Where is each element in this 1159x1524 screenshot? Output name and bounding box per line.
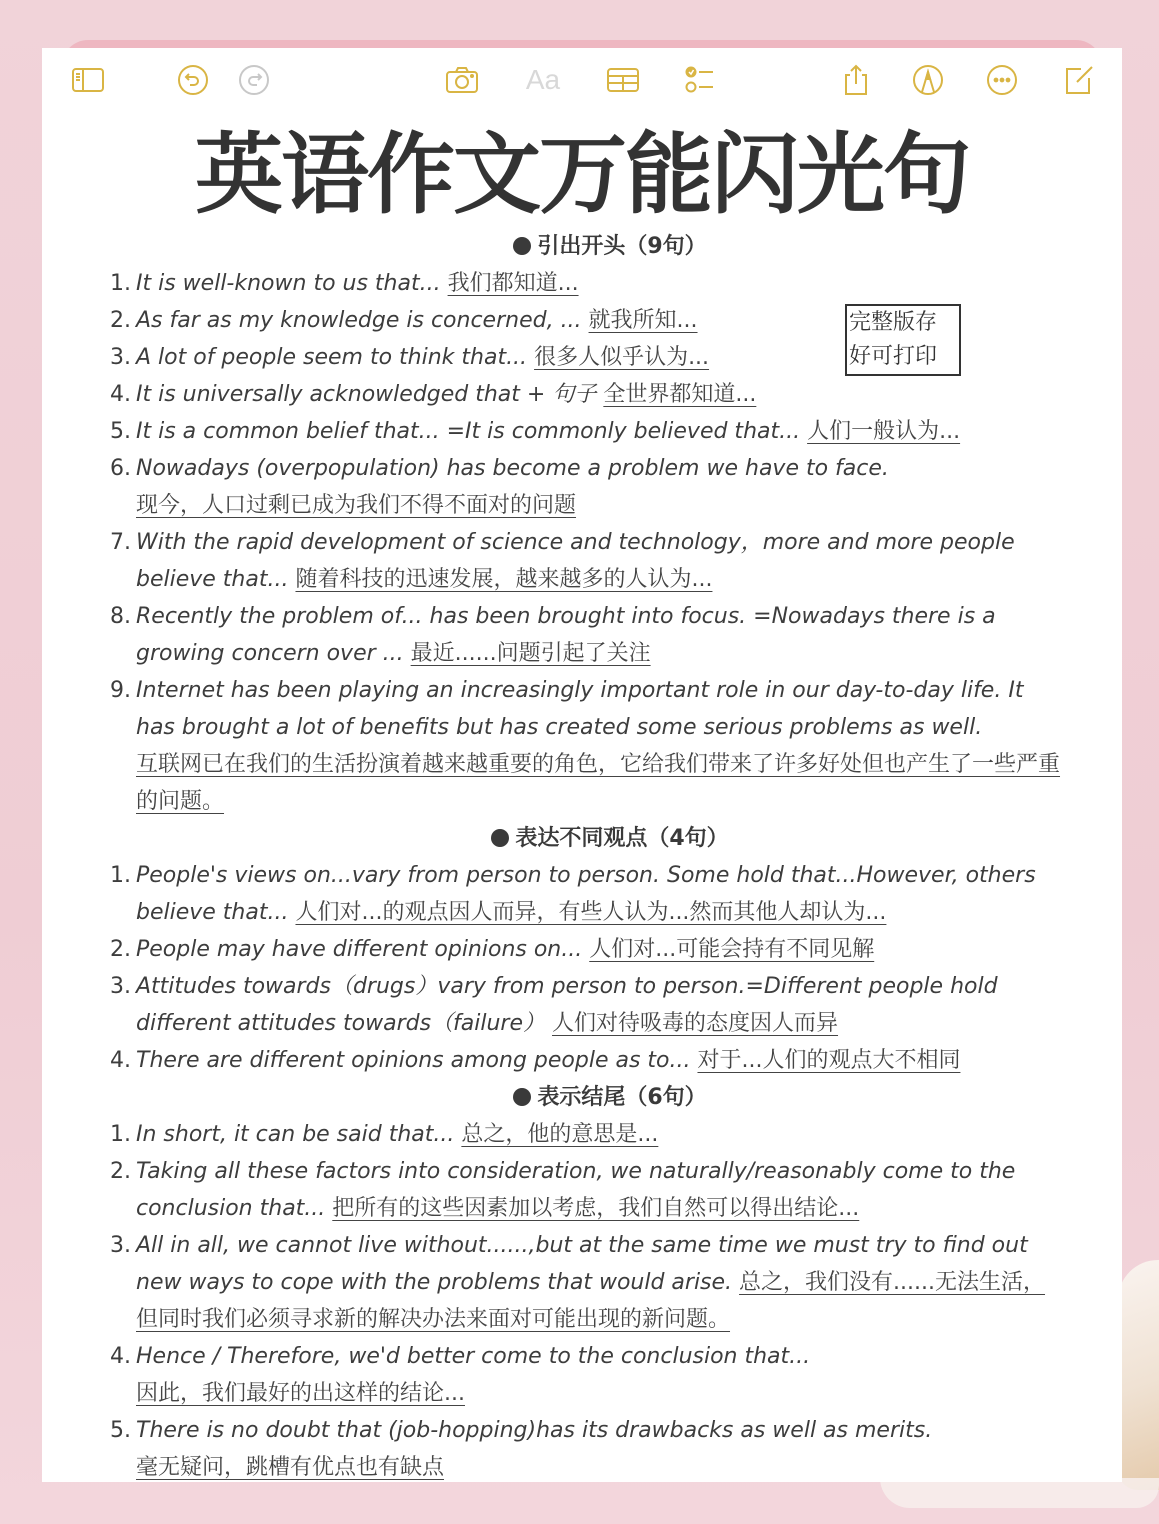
list-item: 3. All in all, we cannot live without......,but at the same time we must try to find out new ways to cope with the problems that would arise. 总之，我们没有......无法生活，但同时我们必须寻求新的解决办法来面对可能出现的新问题。 bbox=[110, 1233, 1046, 1332]
note-body[interactable] bbox=[110, 228, 1060, 1486]
decorative-flower bbox=[1118, 1260, 1159, 1490]
undo-icon[interactable] bbox=[175, 62, 211, 98]
sidebar-icon[interactable] bbox=[70, 62, 106, 98]
list-item: 2. People may have different opinions on... 人们对...可能会持有不同见解 bbox=[110, 937, 875, 962]
list-item: 2. Taking all these factors into consideration, we naturally/reasonably come to the conclusion that... 把所有的这些因素加以考虑，我们自然可以得出结论... bbox=[110, 1159, 1016, 1221]
section-header-conclusion: 表示结尾（6句） bbox=[110, 1079, 1060, 1116]
list-item: 4. Hence / Therefore, we'd better come to the conclusion that... 因此，我们最好的出这样的结论... bbox=[110, 1344, 811, 1406]
list-item: 8. Recently the problem of... has been brought into focus. =Nowadays there is a growing concern over ... 最近......问题引起了关注 bbox=[110, 604, 996, 666]
bullet-icon bbox=[491, 829, 509, 847]
notes-toolbar bbox=[42, 48, 1122, 112]
more-icon[interactable] bbox=[984, 62, 1020, 98]
list-item: 3. A lot of people seem to think that... 很多人似乎认为... bbox=[110, 345, 710, 370]
table-icon[interactable] bbox=[605, 62, 641, 98]
list-item: 5. It is a common belief that... =It is commonly believed that... 人们一般认为... bbox=[110, 419, 961, 444]
list-item: 6. Nowadays (overpopulation) has become a problem we have to face. 现今，人口过剩已成为我们不得不面对的问题 bbox=[110, 456, 889, 518]
list-item: 2. As far as my knowledge is concerned, ... 就我所知... bbox=[110, 308, 698, 333]
list-item: 4. There are different opinions among people as to... 对于...人们的观点大不相同 bbox=[110, 1048, 961, 1073]
markup-icon[interactable] bbox=[910, 62, 946, 98]
camera-icon[interactable] bbox=[444, 62, 480, 98]
list-item: 3. Attitudes towards（drugs）vary from person to person.=Different people hold different attitudes towards（failure） 人们对待吸毒的态度因人而异 bbox=[110, 974, 998, 1036]
note-title: 英语作文万能闪光句 bbox=[194, 123, 969, 226]
print-notice-line2: 好可打印 bbox=[849, 344, 938, 369]
section-header-opening: 引出开头（9句） bbox=[110, 228, 1060, 265]
note-page bbox=[42, 48, 1122, 1482]
redo-icon[interactable] bbox=[236, 62, 272, 98]
bullet-icon bbox=[513, 1088, 531, 1106]
compose-icon[interactable] bbox=[1060, 62, 1096, 98]
share-icon[interactable] bbox=[838, 62, 874, 98]
checklist-icon[interactable] bbox=[682, 62, 718, 98]
list-item: 7. With the rapid development of science and technology，more and more people believe that... 随着科技的迅速发展，越来越多的人认为... bbox=[110, 530, 1015, 592]
list-item: 1. It is well-known to us that... 我们都知道... bbox=[110, 271, 579, 296]
list-item: 5. There is no doubt that (job-hopping)has its drawbacks as well as merits. 毫无疑问，跳槽有优点也有缺点 bbox=[110, 1418, 933, 1480]
section-header-opinions: 表达不同观点（4句） bbox=[110, 820, 1060, 857]
format-icon[interactable]: Aa bbox=[525, 64, 561, 95]
list-item: 1. In short, it can be said that... 总之，他的意思是... bbox=[110, 1122, 659, 1147]
bullet-icon bbox=[513, 237, 531, 255]
list-item: 9. Internet has been playing an increasingly important role in our day-to-day life. It has brought a lot of benefits but has created some serious problems as well. 互联网已在我们的生活扮演着越来越重要的角色，它给我们带来了许多好处但也产生了一些严重的问题。 bbox=[110, 678, 1061, 814]
list-item: 1. People's views on...vary from person to person. Some hold that...However, others believe that... 人们对...的观点因人而异，有些人认为...然而其他人却认为... bbox=[110, 863, 1036, 925]
list-item: 4. It is universally acknowledged that + 句子 全世界都知道... bbox=[110, 382, 757, 407]
print-notice-line1: 完整版存 bbox=[849, 310, 938, 335]
